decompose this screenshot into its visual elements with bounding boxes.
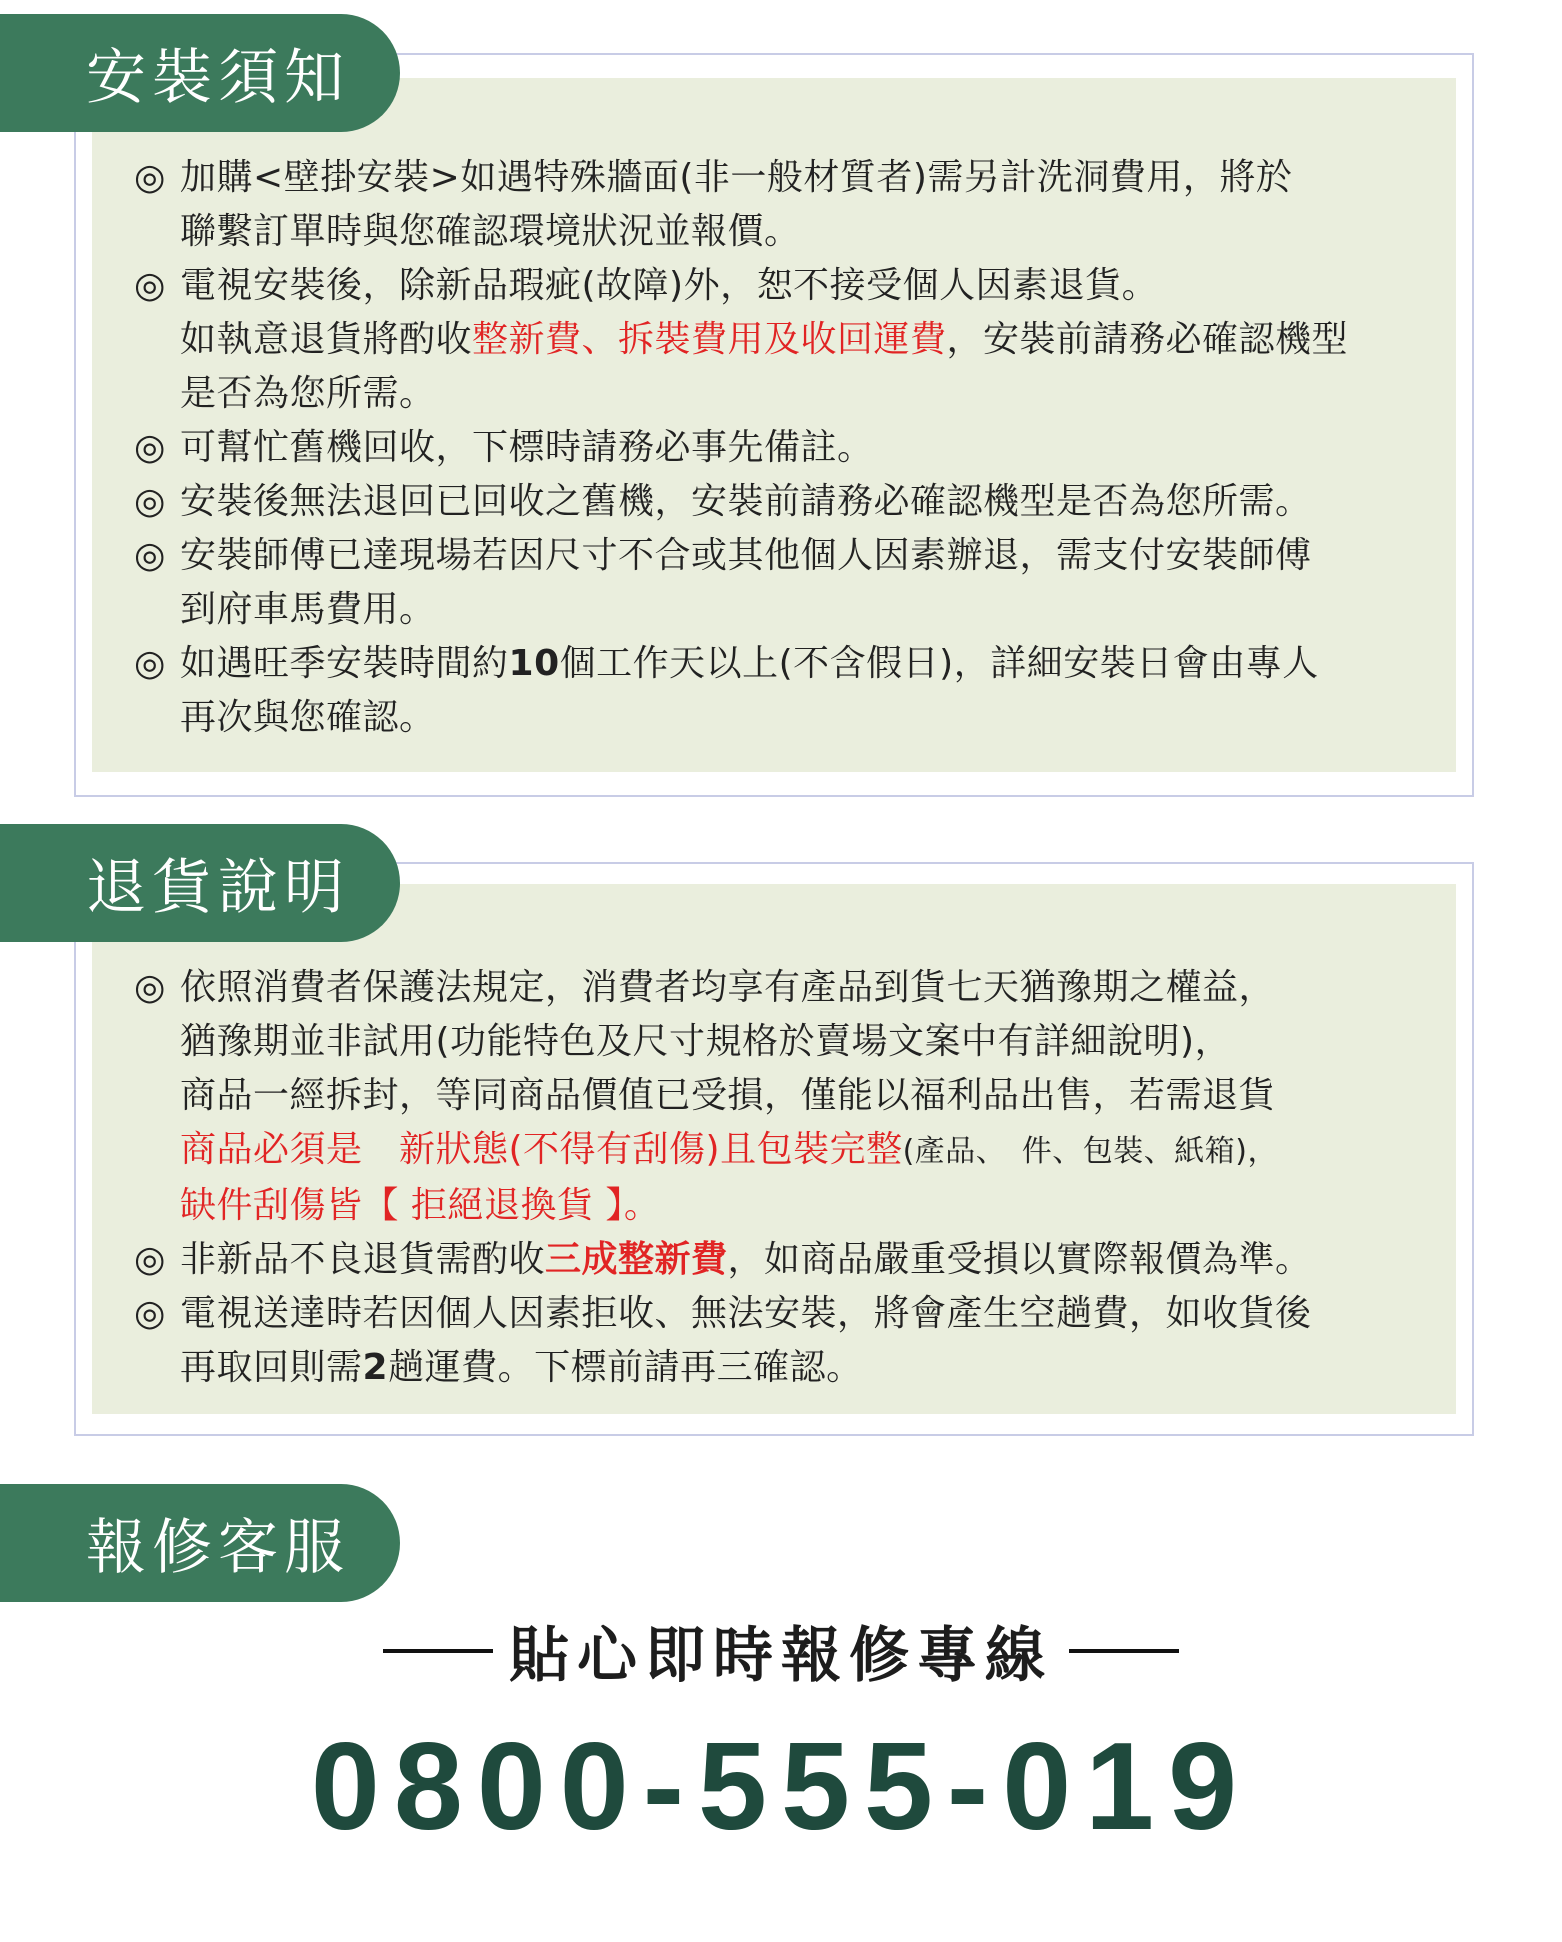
note-line: 電視安裝後，除新品瑕疵(故障)外，恕不接受個人因素退貨。: [180, 265, 1159, 306]
note-line: 猶豫期並非試用(功能特色及尺寸規格於賣場文案中有詳細說明)，: [180, 1021, 1232, 1062]
bullet-mark: ◎: [134, 1293, 166, 1334]
note-text: 如遇旺季安裝時間約: [180, 643, 509, 684]
note-text: 個工作天以上(不含假日)，詳細安裝日會由專人: [559, 643, 1319, 684]
note-line: 是否為您所需。: [180, 373, 436, 414]
note-line: 加購<壁掛安裝>如遇特殊牆面(非一般材質者)需另計洗洞費用，將於: [180, 157, 1293, 198]
right-rule: [1069, 1649, 1179, 1653]
note-line: 到府車馬費用。: [180, 589, 436, 630]
note-text: (產品、 件、包裝、紙箱)，: [902, 1134, 1279, 1169]
returns-section-title: [0, 824, 400, 942]
bullet-mark: ◎: [134, 481, 166, 522]
bullet-mark: ◎: [134, 427, 166, 468]
repair-title-text: 報修客服: [86, 1513, 350, 1583]
note-text: 非新品不良退貨需酌收: [180, 1239, 546, 1280]
note-line: 商品一經拆封，等同商品價值已受損，僅能以福利品出售，若需退貨: [180, 1075, 1276, 1116]
restocking-fee-warning: 整新費、拆裝費用及收回運費: [472, 319, 947, 360]
returns-notes-list: [134, 961, 1312, 1395]
bullet-mark: ◎: [134, 1239, 166, 1280]
bullet-mark: ◎: [134, 265, 166, 306]
bullet-mark: ◎: [134, 535, 166, 576]
note-line: [180, 1341, 1312, 1395]
note-line: 安裝師傅已達現場若因尺寸不合或其他個人因素辦退，需支付安裝師傅: [180, 535, 1312, 576]
bullet-mark: ◎: [134, 643, 166, 684]
install-title-text: 安裝須知: [86, 43, 350, 113]
note-line: 可幫忙舊機回收，下標時請務必事先備註。: [180, 427, 874, 468]
trip-count-number: 2: [362, 1347, 389, 1388]
return-condition-warning: 商品必須是 新狀態(不得有刮傷)且包裝完整: [180, 1129, 903, 1170]
install-note-6: [134, 637, 1348, 745]
refurbish-fee-warning: 三成整新費: [545, 1239, 728, 1280]
install-note-2: [134, 259, 1348, 421]
note-line: [180, 313, 1348, 367]
note-line: [180, 637, 1348, 691]
note-text: ，安裝前請務必確認機型: [946, 319, 1349, 360]
repair-section-title: [0, 1484, 400, 1602]
bullet-mark: ◎: [134, 967, 166, 1008]
note-line: 再次與您確認。: [180, 697, 436, 738]
install-note-1: [134, 151, 1348, 259]
install-section-title: [0, 14, 400, 132]
install-note-5: [134, 529, 1348, 637]
left-rule: [383, 1649, 493, 1653]
note-text: 如執意退貨將酌收: [180, 319, 473, 360]
note-text: 再取回則需: [180, 1347, 363, 1388]
hotline-phone-number[interactable]: 0800-555-019: [310, 1718, 1252, 1856]
note-text: 趟運費。下標前請再三確認。: [388, 1347, 863, 1388]
working-days-number: 10: [508, 643, 560, 684]
note-line: 電視送達時若因個人因素拒收、無法安裝，將會產生空趟費，如收貨後: [180, 1293, 1312, 1334]
returns-note-3: [134, 1287, 1312, 1395]
note-line: 安裝後無法退回已回收之舊機，安裝前請務必確認機型是否為您所需。: [180, 481, 1312, 522]
install-note-3: [134, 421, 1348, 475]
returns-note-1: [134, 961, 1312, 1233]
returns-note-2: [134, 1233, 1312, 1287]
no-return-warning: 缺件刮傷皆【 拒絕退換貨 】。: [180, 1185, 661, 1226]
returns-title-text: 退貨說明: [86, 853, 350, 923]
bullet-mark: ◎: [134, 157, 166, 198]
note-line: [180, 1233, 1312, 1287]
note-line: [180, 1123, 1312, 1179]
note-text: ，如商品嚴重受損以實際報價為準。: [727, 1239, 1312, 1280]
hotline-heading: [0, 1608, 1562, 1694]
hotline-label: 貼心即時報修專線: [509, 1621, 1053, 1691]
note-line: 聯繫訂單時與您確認環境狀況並報價。: [180, 211, 801, 252]
install-notes-list: [134, 151, 1348, 745]
install-note-4: [134, 475, 1348, 529]
note-line: 依照消費者保護法規定，消費者均享有產品到貨七天猶豫期之權益，: [180, 967, 1276, 1008]
